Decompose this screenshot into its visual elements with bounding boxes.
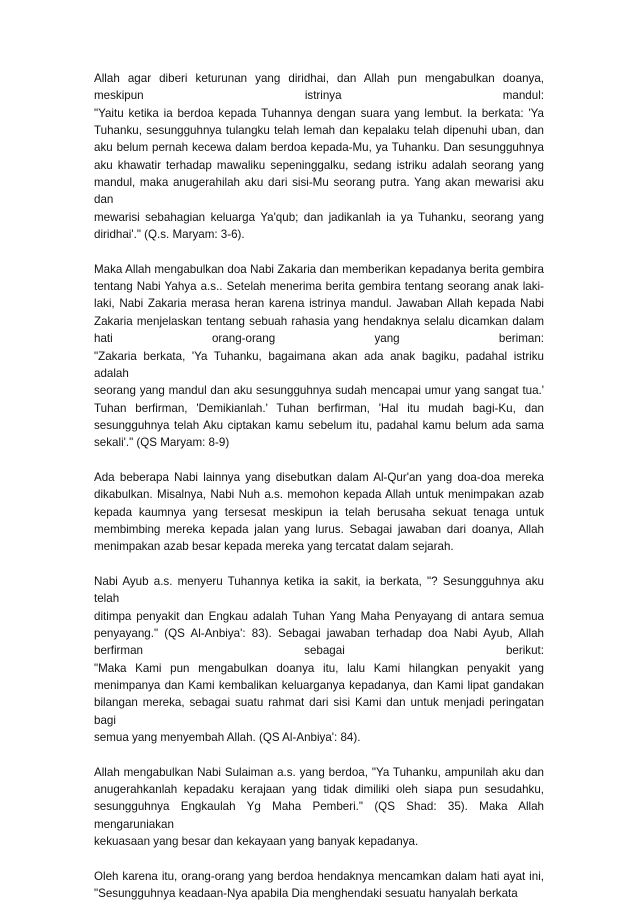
- text-line: kepada kaumnya yang tersesat meskipun ia telah berusaha sekuat tenaga untuk: [94, 505, 544, 519]
- document-body: [94, 70, 544, 920]
- text-line: sesungguhnya telah Aku ciptakan kamu sebelum itu, padahal kamu belum ada sama: [94, 418, 544, 432]
- text-line: Allah agar diberi keturunan yang diridhai, dan Allah pun mengabulkan doanya,: [94, 72, 544, 85]
- text-line: "Zakaria berkata, 'Ya Tuhanku, bagaimana akan ada anak bagiku, padahal istriku adalah: [94, 349, 544, 380]
- paragraph: [94, 573, 544, 746]
- text-line: aku belum pernah kecewa dalam berdoa kepada-Mu, ya Tuhanku. Dan sesungguhnya: [94, 141, 544, 155]
- text-line: tentang Nabi Yahya a.s.. Setelah menerima berita gembira tentang seorang anak laki-: [94, 280, 544, 294]
- text-line: laki, Nabi Zakaria merasa heran karena istrinya mandul. Jawaban Allah kepada Nabi: [94, 297, 544, 311]
- text-line: sekali'." (QS Maryam: 8-9): [94, 436, 230, 450]
- text-line: berfirman sebagai berikut:: [94, 644, 544, 658]
- text-line: Zakaria menjelaskan tentang sebuah rahasia yang hendaknya selalu dicamkan dalam: [94, 314, 544, 328]
- text-line: ditimpa penyakit dan Engkau adalah Tuhan Yang Maha Penyayang di antara semua: [94, 609, 544, 623]
- text-line: kekuasaan yang besar dan kekayaan yang banyak kepadanya.: [94, 835, 419, 849]
- paragraph: [94, 868, 544, 903]
- text-line: mewarisi sebahagian keluarga Ya'qub; dan jadikanlah ia ya Tuhanku, seorang yang: [94, 210, 544, 224]
- text-line: "Yaitu ketika ia berdoa kepada Tuhannya dengan suara yang lembut. Ia berkata: 'Ya: [94, 106, 544, 120]
- paragraph: [94, 70, 544, 243]
- text-line: penyayang." (QS Al-Anbiya': 83). Sebagai jawaban terhadap doa Nabi Ayub, Allah: [94, 627, 544, 640]
- text-line: Oleh karena itu, orang-orang yang berdoa hendaknya mencamkan dalam hati ayat ini,: [94, 869, 544, 883]
- text-line: Ada beberapa Nabi lainnya yang disebutkan dalam Al-Qur'an yang doa-doa mereka: [94, 470, 544, 484]
- text-line: Tuhan berfirman, 'Demikianlah.' Tuhan berfirman, 'Hal itu mudah bagi-Ku, dan: [94, 401, 544, 415]
- paragraph: [94, 764, 544, 851]
- text-line: sesungguhnya Engkaulah Yg Maha Pemberi." (QS Shad: 35). Maka Allah mengaruniakan: [94, 800, 544, 831]
- text-line: Allah mengabulkan Nabi Sulaiman a.s. yang berdoa, "Ya Tuhanku, ampunilah aku dan: [94, 765, 544, 779]
- text-line: anugerahkanlah kepadaku kerajaan yang tidak dimiliki oleh siapa pun sesudahku,: [94, 783, 544, 797]
- text-line: semua yang menyembah Allah. (QS Al-Anbiya': 84).: [94, 731, 361, 745]
- paragraph: [94, 261, 544, 452]
- text-line: dikabulkan. Misalnya, Nabi Nuh a.s. memohon kepada Allah untuk menimpakan azab: [94, 488, 544, 502]
- text-line: meskipun istrinya mandul:: [94, 89, 544, 103]
- text-line: Tuhanku, sesungguhnya tulangku telah lemah dan kepalaku telah dipenuhi uban, dan: [94, 124, 544, 138]
- text-line: menimpakan azab besar kepada mereka yang tercatat dalam sejarah.: [94, 540, 454, 554]
- text-line: "Sesungguhnya keadaan-Nya apabila Dia menghendaki sesuatu hanyalah berkata: [94, 887, 518, 901]
- text-line: aku khawatir terhadap mawaliku sepeninggalku, sedang istriku adalah seorang yang: [94, 158, 544, 172]
- text-line: "Maka Kami pun mengabulkan doanya itu, lalu Kami hilangkan penyakit yang: [94, 661, 544, 675]
- text-line: diridhai'." (Q.s. Maryam: 3-6).: [94, 228, 245, 242]
- text-line: mandul, maka anugerahilah aku dari sisi-Mu seorang putra. Yang akan mewarisi aku dan: [94, 176, 544, 207]
- text-line: bilangan mereka, sebagai suatu rahmat dari sisi Kami dan untuk menjadi peringatan bagi: [94, 696, 544, 727]
- text-line: hati orang-orang yang beriman:: [94, 332, 544, 346]
- text-line: seorang yang mandul dan aku sesungguhnya sudah mencapai umur yang sangat tua.': [94, 384, 544, 398]
- paragraph: [94, 469, 544, 556]
- text-line: Maka Allah mengabulkan doa Nabi Zakaria dan memberikan kepadanya berita gembira: [94, 262, 544, 276]
- text-line: Nabi Ayub a.s. menyeru Tuhannya ketika ia sakit, ia berkata, "? Sesungguhnya aku telah: [94, 574, 544, 606]
- text-line: membimbing mereka kepada jalan yang lurus. Sebagai jawaban dari doanya, Allah: [94, 522, 544, 536]
- text-line: menimpanya dan Kami kembalikan keluarganya kepadanya, dan Kami lipat gandakan: [94, 679, 544, 693]
